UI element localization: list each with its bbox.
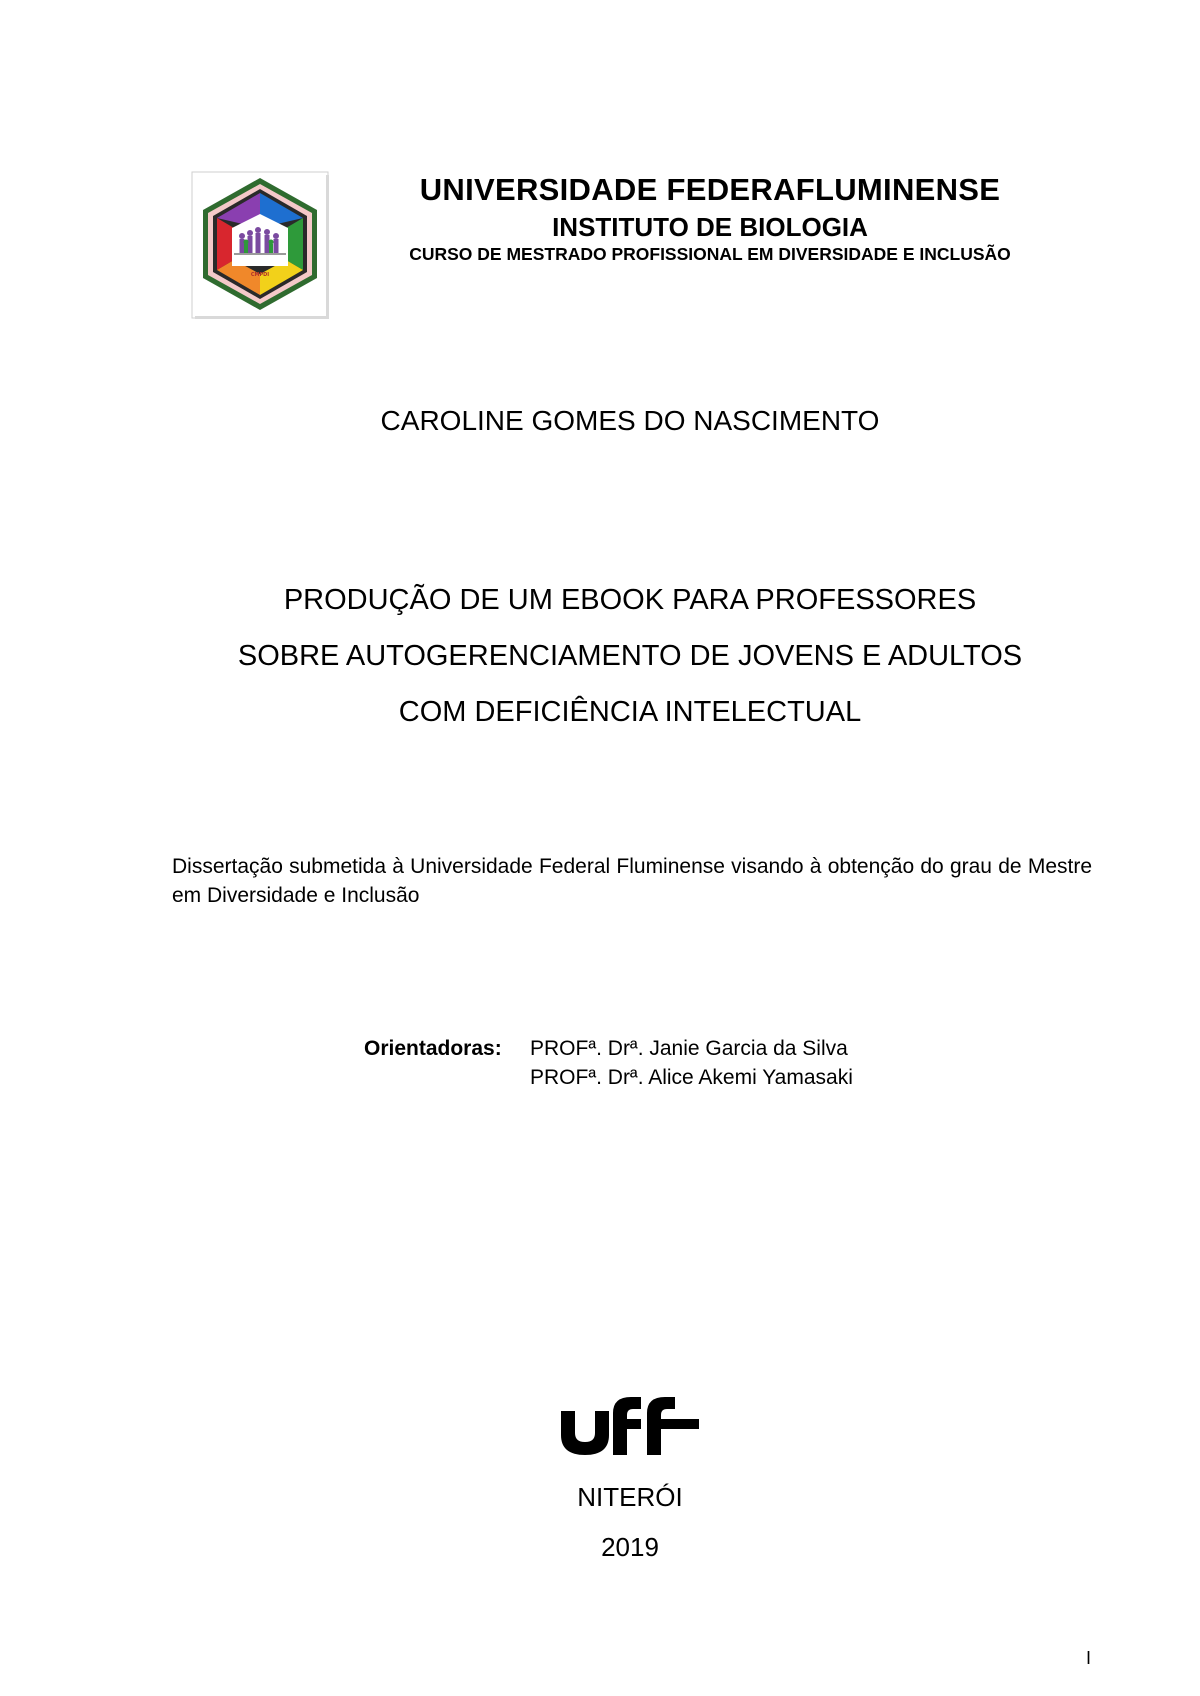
title-line: SOBRE AUTOGERENCIAMENTO DE JOVENS E ADULTOS <box>237 640 1023 672</box>
course-name: CURSO DE MESTRADO PROFISSIONAL EM DIVERSIDADE E INCLUSÃO <box>409 244 1011 264</box>
advisors-label: Orientadoras: <box>364 1037 502 1060</box>
author-name: CAROLINE GOMES DO NASCIMENTO <box>380 405 880 436</box>
program-logo <box>190 170 330 320</box>
year: 2019 <box>601 1532 659 1562</box>
title-line: COM DEFICIÊNCIA INTELECTUAL <box>398 696 862 728</box>
uff-logo-icon <box>559 1397 701 1457</box>
dissertation-title <box>0 572 1200 740</box>
university-name: UNIVERSIDADE FEDERAFLUMINENSE <box>419 172 1001 207</box>
program-logo-text: CMPDI <box>250 272 270 278</box>
advisor-name: PROFª. Drª. Janie Garcia da Silva <box>530 1037 848 1060</box>
advisors-block <box>364 1034 853 1092</box>
city: NITERÓI <box>577 1482 683 1512</box>
cmpdi-hexagon-logo-icon <box>190 170 330 320</box>
institute-name: INSTITUTO DE BIOLOGIA <box>552 212 868 242</box>
dissertation-statement: Dissertação submetida à Universidade Federal Fluminense visando à obtenção do grau de Mestre em Diversidade e Inclusão <box>172 855 1092 907</box>
title-line: PRODUÇÃO DE UM EBOOK PARA PROFESSORES <box>283 584 977 616</box>
uff-logo <box>559 1397 701 1457</box>
page-number: I <box>1086 1648 1092 1668</box>
advisor-name: PROFª. Drª. Alice Akemi Yamasaki <box>530 1066 853 1089</box>
